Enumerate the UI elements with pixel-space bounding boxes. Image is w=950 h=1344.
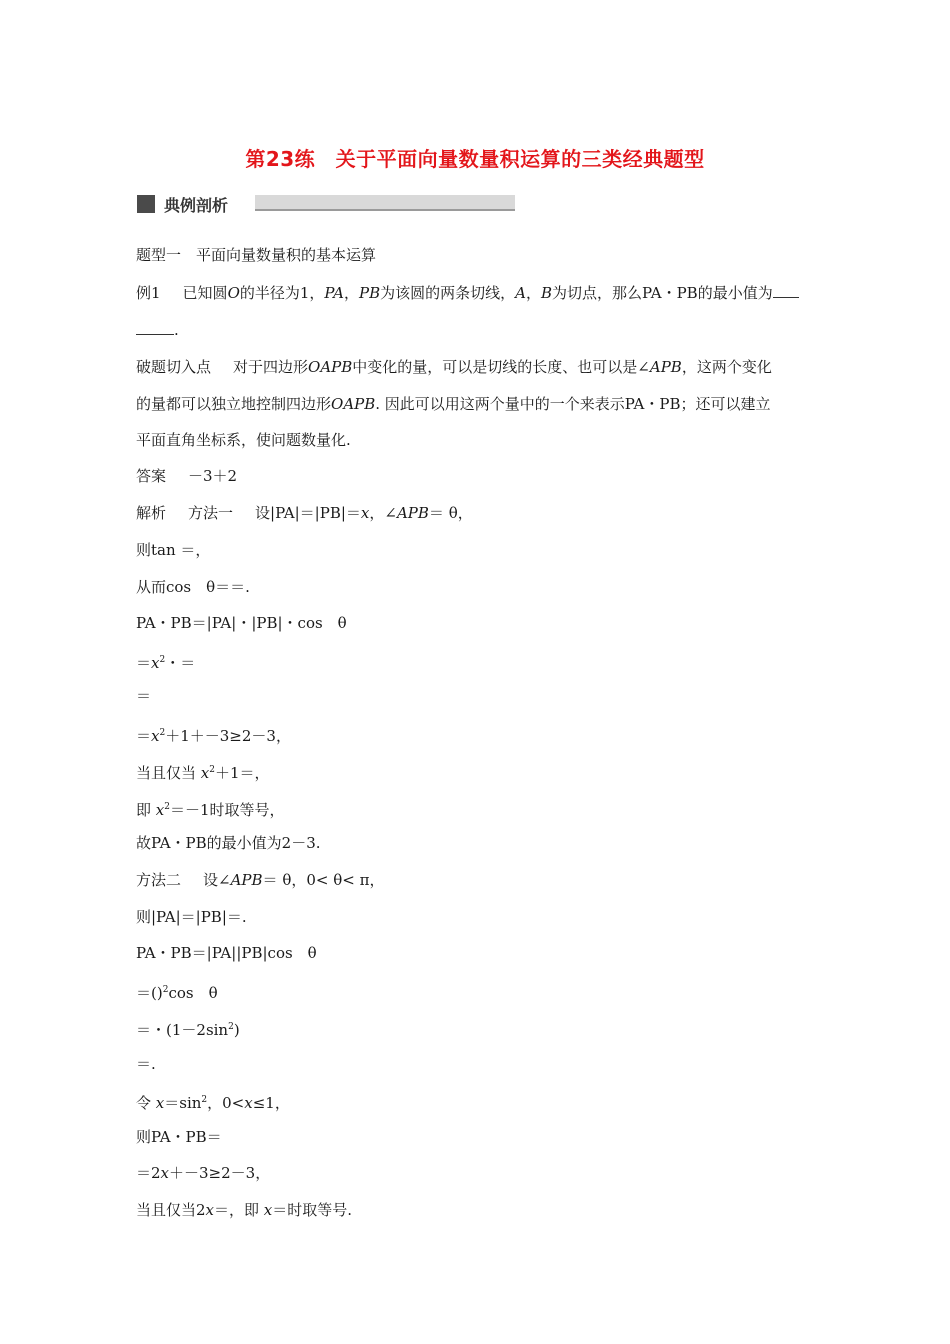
text: ＝: [136, 654, 152, 672]
section-underline-bar: [255, 195, 515, 211]
text: ，: [525, 284, 541, 302]
example-line-2: [136, 320, 179, 340]
answer-value: －3＋2: [188, 467, 238, 485]
page-title: 第23练 关于平面向量数量积运算的三类经典题型: [245, 147, 705, 171]
text: ＝，即: [214, 1201, 264, 1219]
var: APB: [649, 358, 682, 376]
answer-label: 答案: [136, 467, 167, 485]
var: x: [205, 1201, 215, 1219]
text: 令: [136, 1094, 156, 1112]
example-label: 例1: [136, 284, 161, 302]
section-block-icon: [137, 195, 155, 213]
text: 的量都可以独立地控制四边形: [136, 395, 332, 413]
answer-blank: [773, 283, 799, 298]
text: . 因此可以用这两个量中的一个来表示PA・PB；还可以建立: [375, 395, 771, 413]
math-line: [136, 650, 195, 673]
text: 当且仅当: [136, 764, 201, 782]
var: PB: [359, 284, 381, 302]
exponent: 2: [228, 1022, 234, 1032]
text: ・＝: [165, 654, 196, 672]
math-line: [136, 760, 270, 783]
text: ＝(): [136, 984, 163, 1002]
text: 设|PA|＝|PB|＝: [255, 504, 361, 522]
math-line: ＝.: [136, 1055, 156, 1073]
text: ＝ θ，0< θ< π，: [262, 871, 385, 889]
text: 对于四边形: [233, 358, 309, 376]
math-line: [136, 797, 285, 820]
math-line: [136, 980, 218, 1003]
math-line: [136, 1200, 352, 1220]
text: ＋1＝，: [214, 764, 270, 782]
section-label: 典例剖析: [164, 195, 229, 215]
var: x: [360, 504, 370, 522]
text: ≤1，: [252, 1094, 290, 1112]
var: x: [151, 727, 160, 745]
text: 中变化的量，可以是切线的长度、也可以是∠: [352, 358, 650, 376]
text: ＝sin: [164, 1094, 202, 1112]
exponent: 2: [164, 802, 170, 812]
text: ，这两个变化: [681, 358, 772, 376]
var: APB: [396, 504, 429, 522]
text: .: [174, 321, 179, 339]
math-line: 故PA・PB的最小值为2－3.: [136, 834, 321, 852]
var: O: [227, 284, 240, 302]
exponent: 2: [159, 655, 166, 665]
var: PA: [324, 284, 344, 302]
math-line: 则tan ＝，: [136, 541, 211, 559]
var: x: [200, 764, 210, 782]
var: x: [155, 1094, 165, 1112]
var: B: [541, 284, 553, 302]
answer-line: [136, 466, 237, 486]
hint-line-3: 平面直角坐标系，使问题数量化.: [136, 431, 351, 449]
solution-label: 解析: [136, 504, 167, 522]
text: 为该圆的两条切线，: [380, 284, 516, 302]
hint-line-1: [136, 357, 772, 377]
answer-blank: [136, 320, 174, 335]
math-line: 从而cos θ＝＝.: [136, 578, 250, 596]
text: ): [233, 1021, 240, 1039]
problem-type-heading: 题型一 平面向量数量积的基本运算: [136, 246, 377, 264]
var: x: [244, 1094, 253, 1112]
text: cos θ: [168, 984, 218, 1002]
text: 当且仅当2: [136, 1201, 206, 1219]
text: 即: [136, 801, 156, 819]
text: 设∠: [203, 871, 231, 889]
math-line: 则|PA|＝|PB|＝.: [136, 908, 247, 926]
section-header: [137, 192, 228, 216]
math-line: [136, 1090, 290, 1113]
method-label: 方法二: [136, 871, 182, 889]
var: x: [160, 1164, 170, 1182]
text: ，∠: [369, 504, 397, 522]
math-line: [136, 1017, 240, 1040]
text: ＝・(1－2sin: [136, 1021, 229, 1039]
exponent: 2: [162, 985, 169, 995]
example-line-1: [136, 283, 799, 303]
math-line: [136, 1163, 270, 1183]
var: OAPB: [308, 358, 353, 376]
var: OAPB: [331, 395, 376, 413]
text: ＋1＋－3≥2－3，: [165, 727, 291, 745]
method-two-line: [136, 870, 384, 890]
var: x: [263, 1201, 273, 1219]
text: 已知圆: [182, 284, 228, 302]
text: ＝－1时取等号，: [169, 801, 285, 819]
text: ，: [343, 284, 359, 302]
hint-label: 破题切入点: [136, 358, 212, 376]
solution-line-1: [136, 503, 473, 523]
var: x: [151, 654, 160, 672]
var: APB: [230, 871, 263, 889]
text: ＝: [136, 727, 152, 745]
text: ＝ θ，: [428, 504, 473, 522]
exponent: 2: [159, 728, 166, 738]
math-line: PA・PB＝|PA||PB|cos θ: [136, 944, 317, 962]
exponent: 2: [201, 1095, 208, 1105]
text: 为切点，那么PA・PB的最小值为: [552, 284, 773, 302]
method-label: 方法一: [188, 504, 234, 522]
text: 的半径为1，: [239, 284, 325, 302]
math-line: 则PA・PB＝: [136, 1128, 222, 1146]
text: ＋－3≥2－3，: [169, 1164, 271, 1182]
text: ＝时取等号.: [272, 1201, 353, 1219]
var: x: [155, 801, 165, 819]
text: ，0<: [207, 1094, 245, 1112]
math-line: ＝: [136, 687, 152, 705]
math-line: [136, 723, 291, 746]
hint-line-2: [136, 394, 770, 414]
var: A: [515, 284, 526, 302]
text: ＝2: [136, 1164, 161, 1182]
math-line: PA・PB＝|PA|・|PB|・cos θ: [136, 614, 347, 632]
exponent: 2: [209, 765, 215, 775]
